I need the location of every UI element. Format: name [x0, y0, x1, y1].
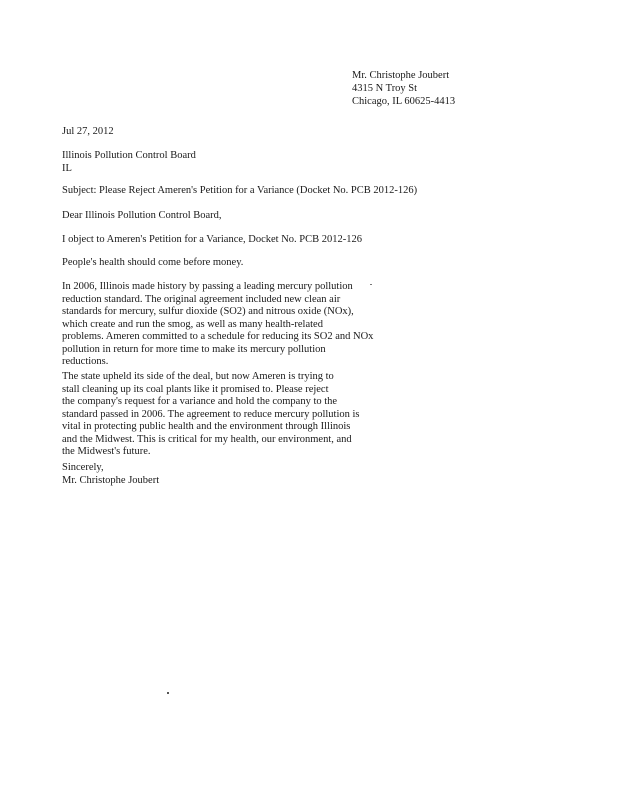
- paragraph-3-line: and the Midwest. This is critical for my health, our environment, and: [62, 433, 352, 445]
- sender-city: Chicago, IL 60625-4413: [352, 96, 456, 107]
- paragraph-2-line: reductions.: [62, 356, 109, 367]
- sender-name: Mr. Christophe Joubert: [352, 70, 450, 81]
- paragraph-3-line: the Midwest's future.: [62, 446, 151, 457]
- paragraph-2-line: pollution in return for more time to make its mercury pollution: [62, 343, 326, 355]
- paragraph-1: [62, 257, 243, 270]
- subject-text: Subject: Please Reject Ameren's Petition for a Variance (Docket No. PCB 2012-126): [62, 185, 418, 196]
- signature-name: Mr. Christophe Joubert: [62, 474, 160, 486]
- closing-text: Sincerely,: [62, 462, 104, 473]
- paragraph-2-line: In 2006, Illinois made history by passing a leading mercury pollution: [62, 281, 353, 292]
- subject-line: [62, 185, 417, 198]
- scan-dot: [167, 692, 169, 694]
- paragraph-3-line: vital in protecting public health and the environment through Illinois: [62, 421, 351, 432]
- paragraph-2: [62, 281, 373, 369]
- paragraph-3: [62, 371, 360, 459]
- recipient-org: Illinois Pollution Control Board: [62, 150, 196, 161]
- objection-line: [62, 234, 362, 247]
- sender-address: [352, 69, 455, 108]
- paragraph-3-line: stall cleaning up its coal plants like it promised to. Please reject: [62, 383, 329, 395]
- sender-street: 4315 N Troy St: [352, 83, 418, 94]
- paragraph-3-line: the company's request for a variance and hold the company to the: [62, 396, 338, 407]
- salutation: [62, 210, 222, 223]
- paragraph-2-line: problems. Ameren committed to a schedule for reducing its SO2 and NOx: [62, 331, 374, 342]
- objection-text: I object to Ameren's Petition for a Variance, Docket No. PCB 2012-126: [62, 234, 363, 245]
- paragraph-1-text: People's health should come before money.: [62, 257, 244, 268]
- paragraph-3-line: The state upheld its side of the deal, but now Ameren is trying to: [62, 371, 334, 382]
- letter-date: [62, 126, 114, 139]
- recipient-state: IL: [62, 162, 72, 174]
- paragraph-2-line: standards for mercury, sulfur dioxide (SO2) and nitrous oxide (NOx),: [62, 306, 354, 317]
- paragraph-3-line: standard passed in 2006. The agreement to reduce mercury pollution is: [62, 408, 360, 420]
- recipient-address: [62, 150, 196, 175]
- paragraph-2-line: which create and run the smog, as well as many health-related: [62, 318, 323, 330]
- salutation-text: Dear Illinois Pollution Control Board,: [62, 210, 222, 221]
- date-text: Jul 27, 2012: [62, 126, 114, 137]
- closing-block: [62, 462, 159, 487]
- paragraph-2-line: reduction standard. The original agreement included new clean air: [62, 293, 341, 305]
- scan-speck: [370, 284, 372, 285]
